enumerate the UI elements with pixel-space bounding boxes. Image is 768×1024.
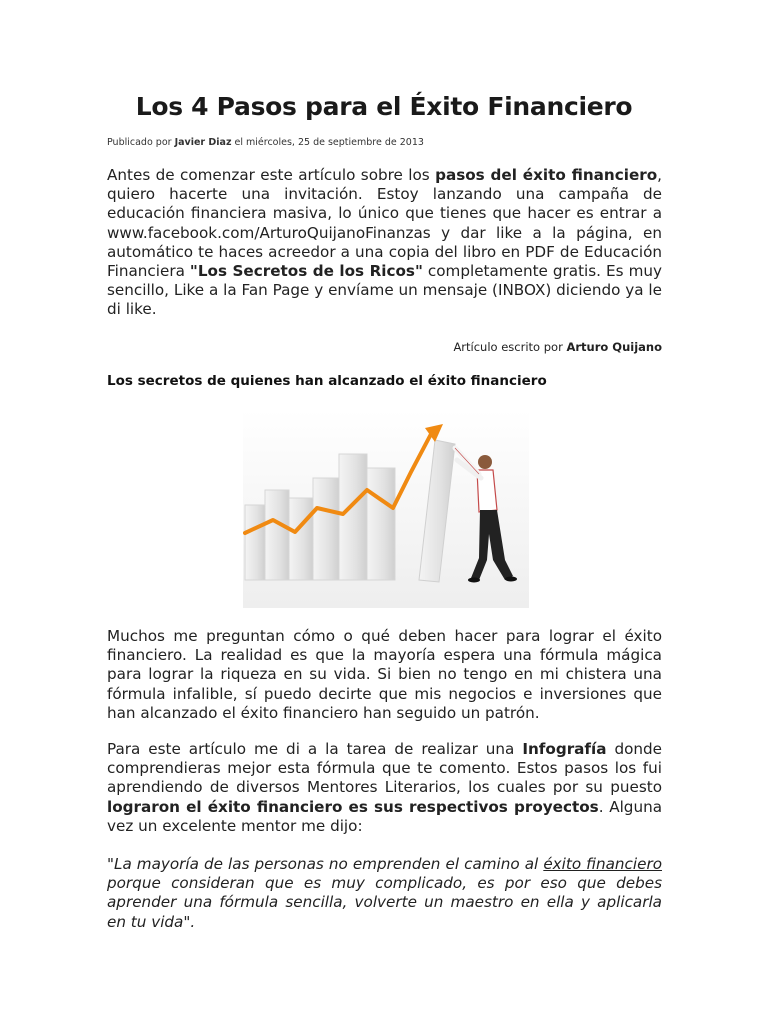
author-line: [107, 340, 662, 354]
p3-bold-1: Infografía: [522, 740, 607, 758]
bar-6: [367, 468, 395, 580]
man-shoe-left: [468, 578, 480, 583]
intro-bold-2: "Los Secretos de los Ricos": [189, 262, 423, 281]
bar-4: [313, 478, 339, 580]
intro-bold-1: pasos del éxito financiero: [435, 166, 658, 184]
mentor-quote: [107, 855, 662, 932]
intro-text-3: y dar like a la página, en automático te haces acreedor a una copia del libro en PDF de Educación Financiera: [107, 223, 662, 281]
man-shoe-right: [505, 577, 517, 582]
author-prefix: Artículo escrito por: [453, 340, 567, 354]
p3-bold-2: lograron el éxito financiero es sus respectivos proyectos: [107, 797, 599, 816]
p3-text-3: . Alguna vez un excelente mentor me dijo:: [107, 797, 662, 835]
byline: [107, 137, 667, 148]
bar-2: [265, 490, 289, 580]
quote-text-1: "La mayoría de las personas no emprenden el camino al: [107, 855, 544, 873]
paragraph-2: Muchos me preguntan cómo o qué deben hacer para lograr el éxito financiero. La realidad es que la mayoría espera una fórmula mágica para lograr la riqueza en su vida. Si bien no tengo en mi chistera una fórmula infalible, sí puedo decirte que mis negocios e inversiones que han alcanzado el éxito financiero han seguido un patrón.: [107, 627, 662, 722]
byline-date: el miércoles, 25 de septiembre de 2013: [231, 137, 424, 148]
facebook-link[interactable]: www.facebook.com/ArturoQuijanoFinanzas: [107, 223, 431, 242]
byline-author: Javier Diaz: [174, 137, 232, 148]
intro-text-2: , quiero hacerte una invitación. Estoy lanzando una campaña de educación financiera masiva, lo único que tienes que hacer es entrar a: [107, 166, 662, 223]
bar-5: [339, 454, 367, 580]
paragraph-3: [107, 740, 662, 836]
author-name: Arturo Quijano: [566, 340, 662, 354]
bar-1: [245, 505, 265, 580]
section-heading: Los secretos de quienes han alcanzado el éxito financiero: [107, 373, 547, 389]
quote-text-2: porque consideran que es muy complicado, es por eso que debes aprender una fórmula sencilla, volverte un maestro en ella y aplicarla en tu vida".: [107, 874, 662, 931]
quote-link[interactable]: éxito financiero: [543, 855, 662, 873]
article-title: Los 4 Pasos para el Éxito Financiero: [135, 92, 633, 121]
growth-chart-illustration: [243, 410, 529, 608]
man-head: [478, 455, 492, 469]
intro-text-1: Antes de comenzar este artículo sobre los: [107, 166, 436, 184]
byline-prefix: Publicado por: [107, 137, 175, 148]
p3-text-2: donde comprendieras mejor esta fórmula que te comento. Estos pasos los fui aprendiendo de diversos Mentores Literarios, los cuales por su puesto: [107, 740, 662, 797]
intro-text-4: completamente gratis. Es muy sencillo, Like a la Fan Page y envíame un mensaje (INBOX) diciendo ya le di like.: [107, 262, 662, 319]
bar-3: [289, 498, 313, 580]
intro-paragraph: [107, 166, 662, 320]
illustration-svg: [243, 410, 529, 608]
p3-text-1: Para este artículo me di a la tarea de realizar una: [107, 740, 523, 758]
